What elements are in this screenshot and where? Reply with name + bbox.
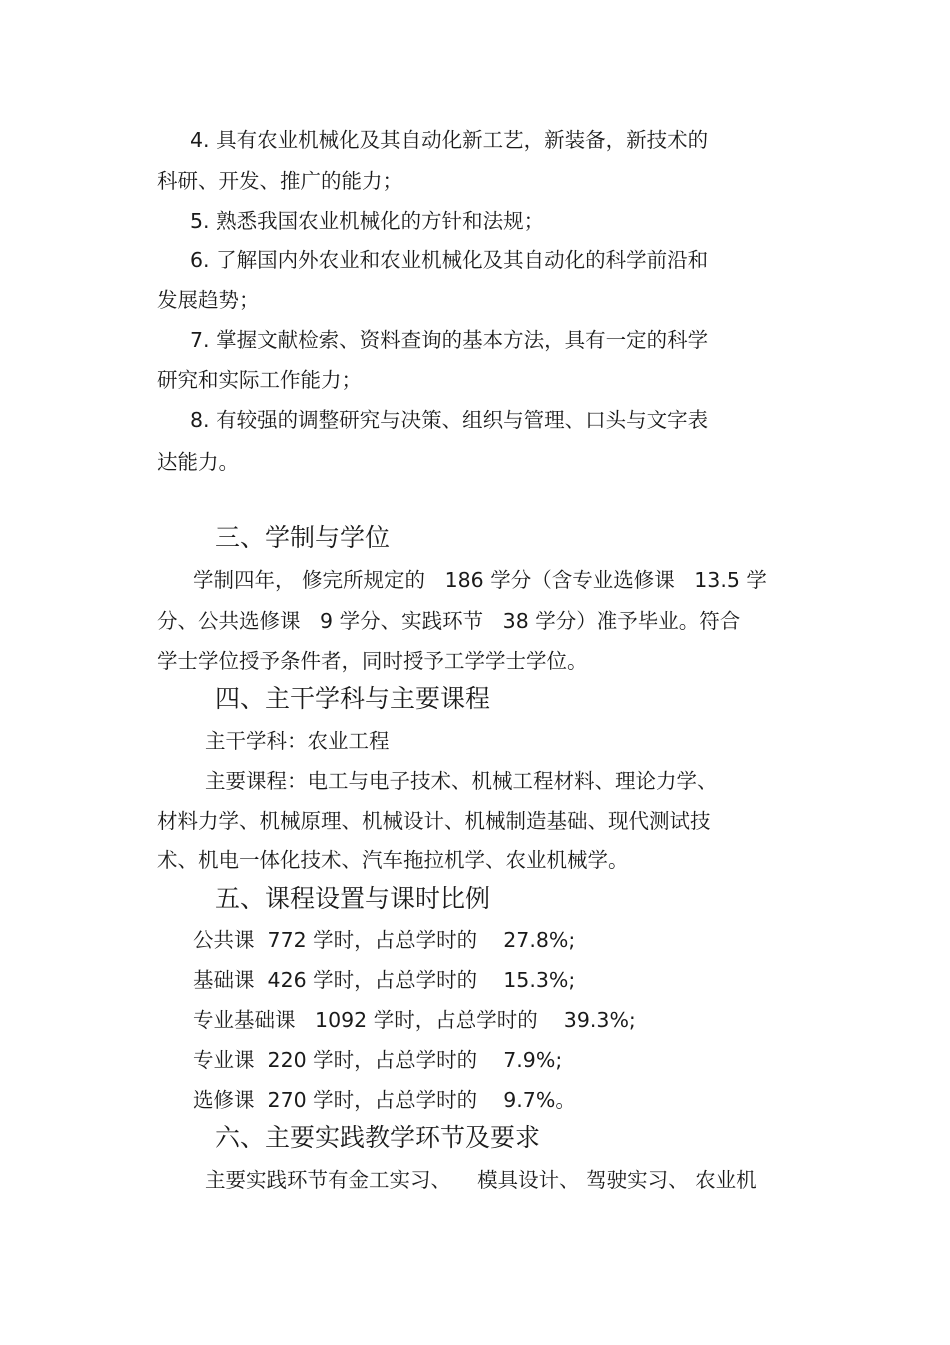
course-hours-row: 专业基础课 1092 学时，占总学时的 39.3%; (193, 1008, 636, 1032)
requirement-7-line-2: 研究和实际工作能力； (157, 368, 362, 392)
section-6-paragraph-line-1: 主要实践环节有金工实习、 模具设计、 驾驶实习、 农业机 (205, 1168, 757, 1192)
section-6-heading: 六、主要实践教学环节及要求 (215, 1123, 541, 1152)
section-3-paragraph-line-3: 学士学位授予条件者，同时授予工学学士学位。 (157, 649, 588, 673)
course-hours-row: 选修课 270 学时，占总学时的 9.7%。 (193, 1088, 576, 1112)
section-4-courses-line-1: 主要课程：电工与电子技术、机械工程材料、理论力学、 (205, 769, 718, 793)
course-hours-row: 基础课 426 学时，占总学时的 15.3%; (193, 968, 576, 992)
requirement-6-line-1: 6. 了解国内外农业和农业机械化及其自动化的科学前沿和 (190, 248, 709, 272)
requirement-4-line-2: 科研、开发、推广的能力； (157, 169, 403, 193)
section-3-paragraph-line-2: 分、公共选修课 9 学分、实践环节 38 学分）准予毕业。符合 (157, 609, 741, 633)
requirement-5: 5. 熟悉我国农业机械化的方针和法规； (190, 209, 545, 233)
section-4-courses-line-2: 材料力学、机械原理、机械设计、机械制造基础、现代测试技 (157, 809, 711, 833)
course-hours-row: 专业课 220 学时，占总学时的 7.9%; (193, 1048, 563, 1072)
requirement-8-line-1: 8. 有较强的调整研究与决策、组织与管理、口头与文字表 (190, 408, 709, 432)
requirement-8-line-2: 达能力。 (157, 450, 239, 474)
requirement-4-line-1: 4. 具有农业机械化及其自动化新工艺，新装备，新技术的 (190, 128, 709, 152)
requirement-6-line-2: 发展趋势； (157, 288, 260, 312)
section-4-heading: 四、主干学科与主要课程 (215, 684, 491, 713)
section-4-discipline: 主干学科：农业工程 (205, 729, 390, 753)
section-3-heading: 三、学制与学位 (215, 523, 391, 552)
requirement-7-line-1: 7. 掌握文献检索、资料查询的基本方法，具有一定的科学 (190, 328, 709, 352)
section-5-heading: 五、课程设置与课时比例 (215, 884, 491, 913)
section-3-paragraph-line-1: 学制四年， 修完所规定的 186 学分（含专业选修课 13.5 学 (193, 568, 767, 592)
section-4-courses-line-3: 术、机电一体化技术、汽车拖拉机学、农业机械学。 (157, 848, 629, 872)
course-hours-row: 公共课 772 学时，占总学时的 27.8%; (193, 928, 576, 952)
